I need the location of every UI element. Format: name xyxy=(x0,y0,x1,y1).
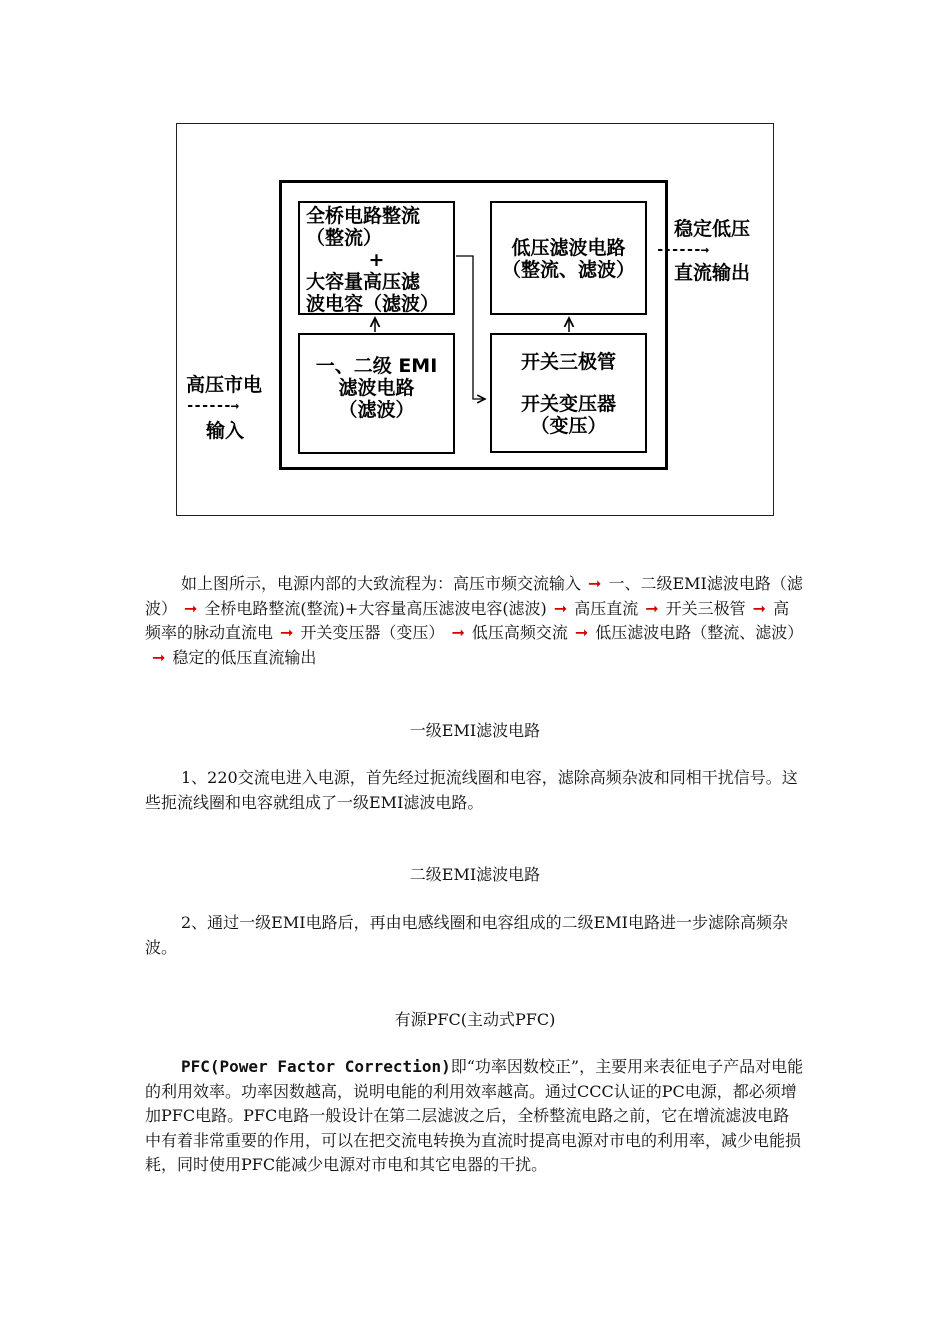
intro-step: 开关三极管 xyxy=(665,598,746,618)
bridge-line3: + xyxy=(368,249,385,271)
arrow-icon: ➞ xyxy=(553,598,568,618)
bridge-line5: 波电容（滤波） xyxy=(306,293,440,315)
power-flow-diagram xyxy=(176,123,774,516)
section-title-emi1: 一级EMI滤波电路 xyxy=(409,721,541,740)
intro-step: 低压高频交流 xyxy=(471,623,568,642)
bridge-to-switch-arrow xyxy=(456,256,485,399)
emi-line3: （滤波） xyxy=(338,399,415,421)
arrow-icon: ➞ xyxy=(574,623,589,642)
arrow-icon: ➞ xyxy=(645,598,659,618)
output-arrow: ------→ xyxy=(656,242,709,258)
section-title-pfc: 有源PFC(主动式PFC) xyxy=(394,1010,556,1029)
intro-step: 稳定的低压直流输出 xyxy=(172,647,317,667)
input-arrow: ------→ xyxy=(186,398,239,414)
section-body-emi1: 1、220交流电进入电源，首先经过扼流线圈和电容，滤除高频杂波和同相干扰信号。这些扼流线圈和电容就组成了一级EMI滤波电路。 xyxy=(145,768,798,812)
intro-step: 高压直流 xyxy=(574,598,639,618)
output-label-line1: 稳定低压 xyxy=(674,218,751,240)
section-body-emi2: 2、通过一级EMI电路后，再由电感线圈和电容组成的二级EMI电路进一步滤除高频杂波。 xyxy=(145,913,788,957)
switch-line1: 开关三极管 xyxy=(520,351,616,373)
pfc-term: PFC(Power Factor Correction) xyxy=(181,1057,451,1076)
intro-paragraph xyxy=(145,572,805,670)
intro-step: 一、二级EMI滤波电路（滤波） xyxy=(145,574,803,618)
pfc-text: 即“功率因数校正”，主要用来表征电子产品对电能的利用效率。功率因数越高，说明电能的利用效率越高。通过CCC认证的PC电源，都必须增加PFC电路。PFC电路一般设计在第二层滤波之后，全桥整流电路之前，它在增流滤波电路中有着非常重要的作用，可以在把交流电转换为直流时提高电源对市电的利用率，减少电能损耗，同时使用PFC能减少电源对市电和其它电器的干扰。 xyxy=(145,1057,804,1174)
section-title-emi2: 二级EMI滤波电路 xyxy=(409,865,541,884)
diagram-connectors xyxy=(177,124,775,517)
bridge-line2: （整流） xyxy=(306,227,383,249)
bridge-line1: 全桥电路整流 xyxy=(306,205,421,227)
emi-line2: 滤波电路 xyxy=(338,377,415,399)
switch-line3: （变压） xyxy=(530,415,607,437)
arrow-icon: ➞ xyxy=(184,598,198,618)
switch-line2: 开关变压器 xyxy=(520,393,616,415)
intro-step: 开关变压器（变压） xyxy=(300,623,445,642)
emi-line1: 一、二级 EMI xyxy=(315,355,438,377)
input-label-line2: 输入 xyxy=(206,420,245,442)
arrow-icon: ➞ xyxy=(280,623,294,642)
intro-step: 低压滤波电路（整流、滤波） xyxy=(595,623,804,642)
section-body-pfc xyxy=(145,1055,805,1178)
lowfilter-line2: （整流、滤波） xyxy=(501,259,635,281)
arrow-icon: ➞ xyxy=(752,598,767,618)
arrow-icon: ➞ xyxy=(152,647,166,667)
arrow-icon: ➞ xyxy=(588,574,602,593)
output-label-line2: 直流输出 xyxy=(674,262,751,284)
intro-step: 高压市频交流输入 xyxy=(453,574,582,593)
intro-prefix: 如上图所示，电源内部的大致流程为： xyxy=(181,574,454,593)
arrow-icon: ➞ xyxy=(451,623,465,642)
intro-step: 高频率的脉动直流电 xyxy=(145,598,790,642)
input-label-line1: 高压市电 xyxy=(186,374,263,396)
intro-step: 全桥电路整流(整流)+大容量高压滤波电容(滤波) xyxy=(204,598,547,618)
lowfilter-line1: 低压滤波电路 xyxy=(511,237,626,259)
bridge-line4: 大容量高压滤 xyxy=(306,271,421,293)
